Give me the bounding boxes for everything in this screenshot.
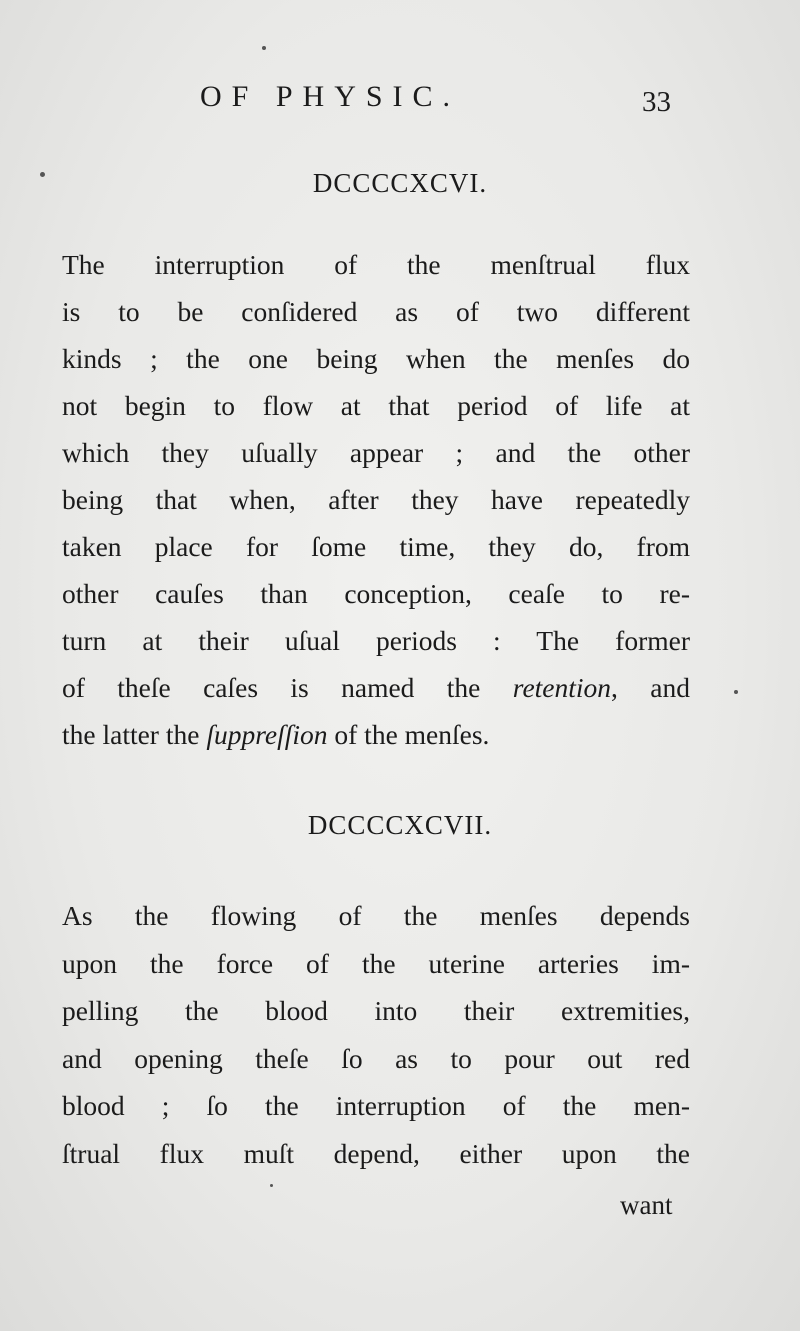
text-line: the latter the ſuppreſſion of the menſes. [62, 719, 490, 750]
text-line: pelling the blood into their extremities, [62, 995, 690, 1026]
emphasized-term: retention [512, 672, 612, 703]
text-line: upon the force of the uterine arteries im- [62, 947, 690, 979]
text-line: of theſe caſes is named the retention, and [62, 672, 690, 703]
text-line: kinds ; the one being when the menſes do [62, 343, 690, 374]
ink-speck [734, 690, 738, 694]
text-line: blood ; ſo the interruption of the men- [62, 1090, 690, 1121]
text-line: and opening theſe ſo as to pour out red [62, 1042, 690, 1074]
ink-speck [270, 1184, 273, 1187]
text-line: other cauſes than conception, ceaſe to re- [62, 578, 690, 609]
text-line: being that when, after they have repeatedly [62, 484, 690, 515]
text-line: is to be conſidered as of two different [62, 296, 690, 327]
text-line: The interruption of the menſtrual flux [62, 249, 690, 280]
text-line: turn at their uſual periods : The former [62, 625, 690, 656]
text-line: taken place for ſome time, they do, from [62, 531, 690, 562]
text-line: which they uſually appear ; and the other [62, 437, 690, 468]
running-header [0, 80, 800, 120]
ink-speck [40, 172, 45, 177]
text-line: not begin to flow at that period of life at [62, 390, 690, 421]
emphasized-term: ſuppreſſion [206, 719, 328, 750]
text-line: As the flowing of the menſes depends [62, 900, 690, 931]
page-number: 33 [642, 86, 671, 118]
ink-speck [262, 46, 266, 50]
section-number: DCCCCXCVII. [307, 810, 493, 840]
section-number: DCCCCXCVI. [312, 168, 488, 198]
paragraph [62, 241, 690, 758]
running-title: OF PHYSIC. [200, 80, 461, 113]
text-line: ſtrual flux muſt depend, either upon the [62, 1137, 690, 1169]
paragraph [62, 892, 690, 1177]
catchword: want [620, 1190, 673, 1220]
